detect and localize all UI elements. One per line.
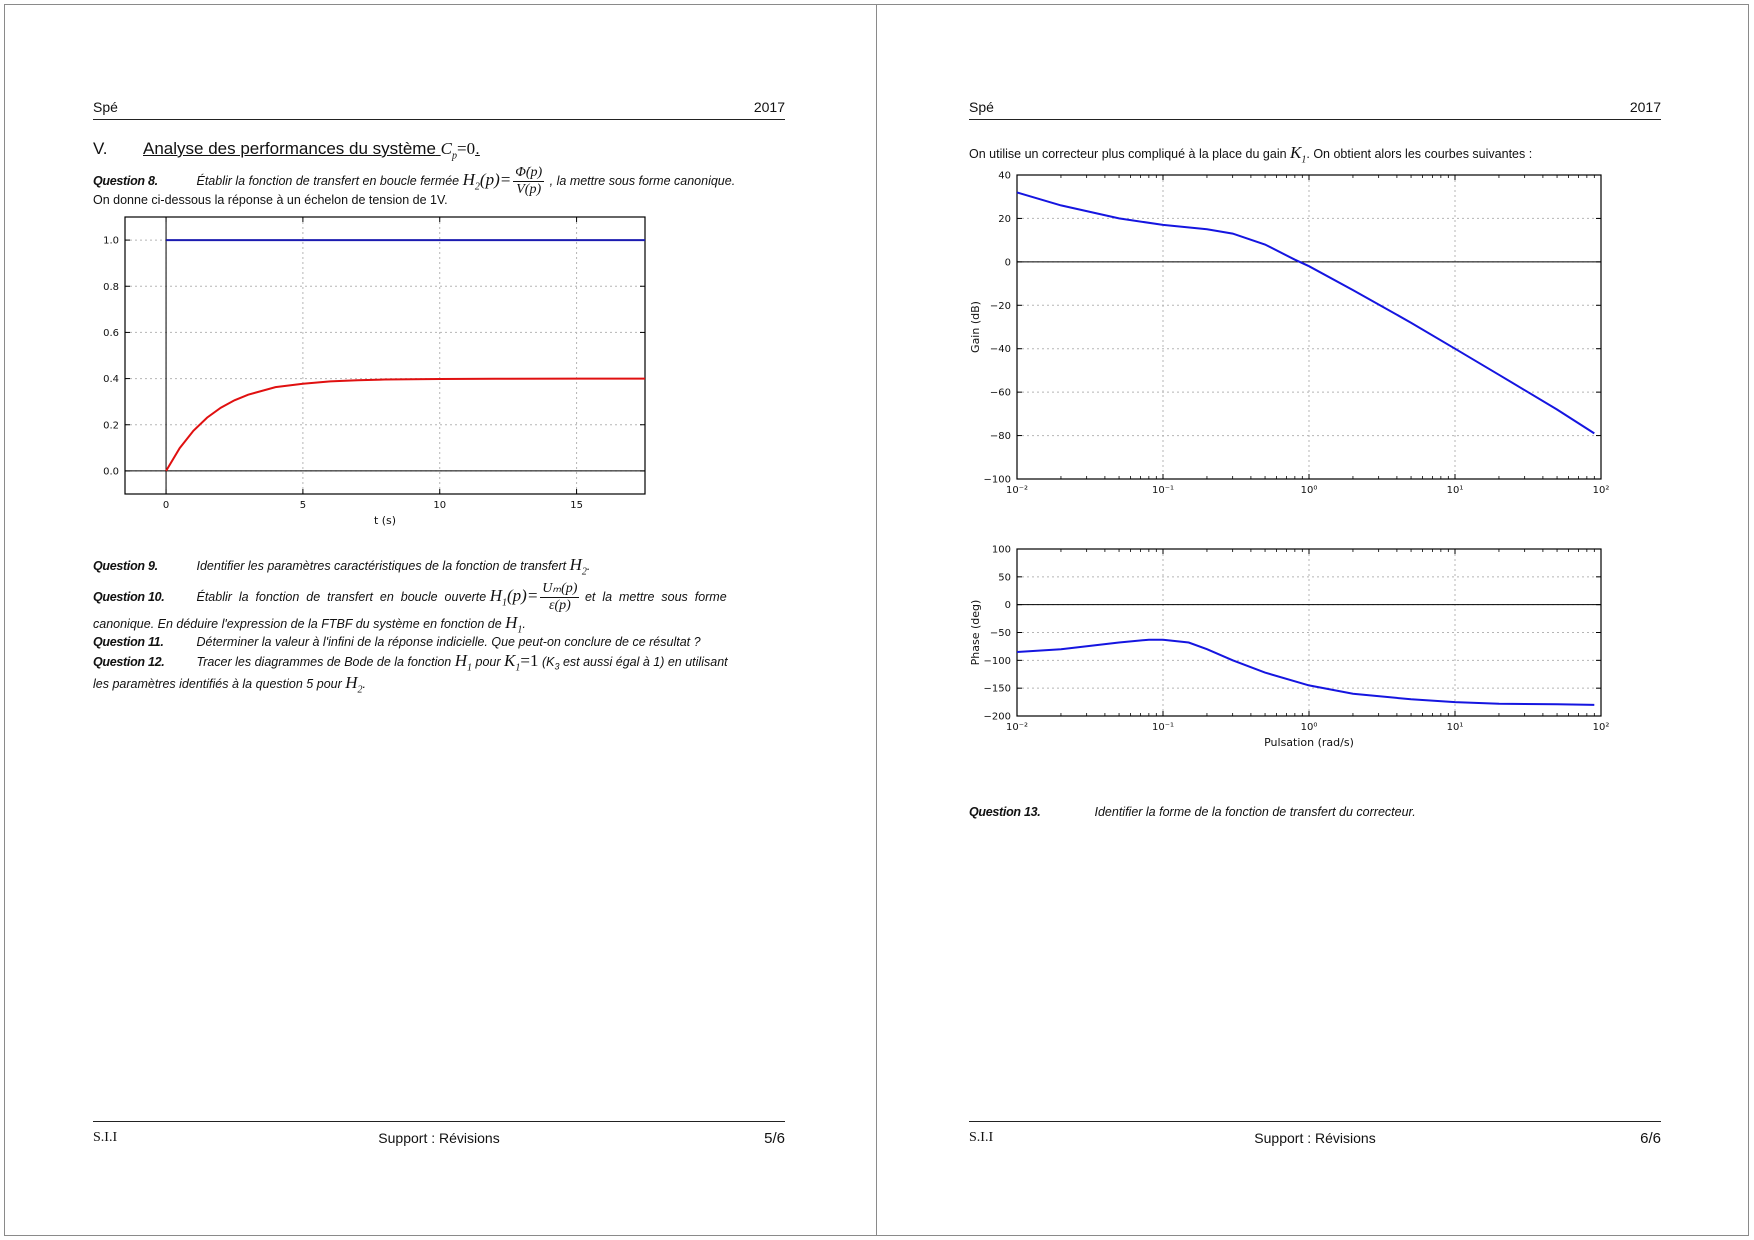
y-tick-label: −50 [989,628,1011,639]
question-text: Tracer les diagrammes de Bode de la fonction [196,655,452,669]
question-10-line2 [93,613,785,635]
x-tick-label: 10⁻² [1005,485,1029,496]
x-tick-label: 0 [162,500,170,511]
y-tick-label: −100 [983,474,1011,486]
fn-sub: 2 [357,684,363,696]
fn-h2 [345,673,362,695]
y-tick-label: −100 [983,655,1011,667]
fraction [540,581,579,614]
question-12-line2 [93,673,785,695]
bode-gain-chart [969,165,1661,535]
fn-arg: (p)= [479,169,512,189]
x-tick-label: 10² [1592,485,1610,496]
page-number: 5/6 [764,1130,785,1147]
question-text-after: , la mettre sous forme canonique. [549,173,736,188]
question-text: Identifier les paramètres caractéristiques de la fonction de transfert [196,559,567,573]
x-tick-label: 10¹ [1446,485,1464,496]
section-title-text: Analyse des performances du système [143,139,436,158]
cond-var: C [440,139,452,158]
page-footer [969,1121,1661,1148]
y-tick-label: 1.0 [103,235,119,247]
page-6-content [969,5,1661,1235]
plot-frame [125,217,645,494]
intro-before: On utilise un correcteur plus compliqué à la place du gain [969,147,1287,161]
footer-center: Support : Révisions [1254,1130,1376,1146]
question-text-after: et la mettre sous forme [584,589,727,604]
step-response-chart [93,213,713,533]
x-tick-label: 10² [1592,722,1610,733]
question-end: . [522,617,526,631]
fn-name: H [345,673,358,692]
section-condition [441,139,475,161]
question-13 [969,805,1661,819]
x-tick-label: 10¹ [1446,722,1464,733]
page-5-content [93,5,785,1235]
fn-h2 [463,170,512,192]
y-tick-label: −60 [989,387,1011,399]
page-number: 6/6 [1640,1130,1661,1147]
footer-left: S.I.I [969,1130,994,1145]
question-label: Question 10. [93,589,165,604]
fn-sub: 1 [517,624,523,636]
y-tick-label: −20 [989,300,1011,312]
fn-name: H [569,555,582,574]
x-tick-label: 10⁰ [1300,722,1318,733]
header-right: 2017 [753,99,785,115]
question-10 [93,581,785,614]
k3-sub: 3 [554,661,560,672]
x-axis-label: t (s) [373,514,397,527]
step-intro: On donne ci-dessous la réponse à un échelon de tension de 1V. [93,193,448,207]
header-left: Spé [93,99,118,115]
fn-sub: 1 [467,662,473,674]
y-tick-label: 0 [1004,257,1011,269]
page-header [93,97,785,120]
question-end: . [586,559,591,573]
question-11 [93,635,785,649]
question-text-b: pour [475,655,501,669]
x-tick-label: 15 [570,500,583,511]
question-text: canonique. En déduire l'expression de la FTBF du système en fonction de [93,617,502,631]
question-text: les paramètres identifiés à la question 5 pour [93,677,342,691]
frac-numerator: Φ̇(p) [515,165,543,180]
frac-denominator: V(p) [516,182,542,197]
question-label: Question 11. [93,635,164,649]
fraction [513,165,544,198]
k-sub: 1 [1301,154,1307,166]
fn-sub: 1 [502,597,507,609]
header-right: 2017 [1629,99,1661,115]
series-line [1017,192,1594,433]
question-12 [93,651,785,673]
y-tick-label: 40 [998,170,1011,182]
intro-after: . On obtient alors les courbes suivantes : [1306,147,1533,161]
question-text-d: est aussi égal à 1) en utilisant [562,655,728,669]
question-label: Question 9. [93,559,158,573]
y-axis-label: Gain (dB) [969,301,982,353]
y-tick-label: 50 [998,572,1011,584]
y-tick-label: −200 [983,711,1011,723]
page-header [969,97,1661,120]
k1 [1290,143,1306,165]
k1-equation [504,651,538,673]
question-text: Établir la fonction de transfert en boucle fermée [196,173,460,188]
fn-h2 [570,555,587,577]
x-tick-label: 5 [299,500,307,511]
footer-center: Support : Révisions [378,1130,500,1146]
y-tick-label: −150 [983,683,1011,695]
fn-h1 [505,613,522,635]
y-tick-label: 0.0 [103,466,119,478]
x-tick-label: 10⁻² [1005,722,1029,733]
fn-sub: 2 [474,181,480,193]
y-tick-label: 0.8 [103,281,119,293]
x-tick-label: 10⁻¹ [1151,722,1175,733]
k-var: K [1290,143,1302,162]
y-axis-label: Phase (deg) [969,599,982,666]
series-line [1017,640,1594,705]
question-label: Question 13. [969,805,1041,819]
page-footer [93,1121,785,1148]
bode-phase-chart [969,539,1661,779]
y-tick-label: 20 [998,213,1011,225]
page-5 [4,4,877,1236]
question-label: Question 8. [93,173,158,188]
fn-name: H [489,585,502,605]
page-6 [876,4,1749,1236]
cond-sub: p [452,150,457,162]
question-label: Question 12. [93,655,165,669]
question-text-c: (K [541,655,555,669]
cond-value: =0 [457,139,476,158]
fn-arg: (p)= [507,585,539,605]
fn-name: H [454,651,468,670]
k-sub: 1 [515,662,521,674]
k-value: =1 [520,651,539,670]
y-tick-label: 100 [991,544,1011,556]
section-trail: . [475,139,480,158]
x-tick-label: 10⁻¹ [1151,485,1175,496]
section-number: V. [93,139,108,158]
footer-left: S.I.I [93,1130,118,1145]
y-tick-label: 0.2 [103,420,119,432]
header-left: Spé [969,99,994,115]
question-9 [93,555,785,577]
fn-name: H [505,613,518,632]
question-text: Identifier la forme de la fonction de transfert du correcteur. [1094,805,1416,819]
frac-denominator: ε(p) [548,598,571,613]
question-text: Déterminer la valeur à l'infini de la réponse indicielle. Que peut-on conclure de ce résultat ? [196,635,701,649]
frac-numerator: Uₘ(p) [542,581,578,596]
y-tick-label: −40 [989,344,1011,356]
x-tick-label: 10⁰ [1300,485,1318,496]
fn-sub: 2 [581,566,587,578]
fn-h1 [490,586,539,608]
k-var: K [504,651,516,670]
question-end: . [362,677,367,691]
fn-name: H [462,169,475,189]
x-axis-label: Pulsation (rad/s) [1264,736,1354,749]
question-text: Établir la fonction de transfert en boucle ouverte [196,589,487,604]
intro-text [969,143,1532,165]
y-tick-label: 0.4 [103,374,119,386]
fn-h1 [455,651,472,673]
section-title [143,139,480,161]
y-tick-label: 0 [1004,600,1011,612]
y-tick-label: 0.6 [103,327,119,339]
x-tick-label: 10 [433,500,447,511]
y-tick-label: −80 [989,431,1011,443]
